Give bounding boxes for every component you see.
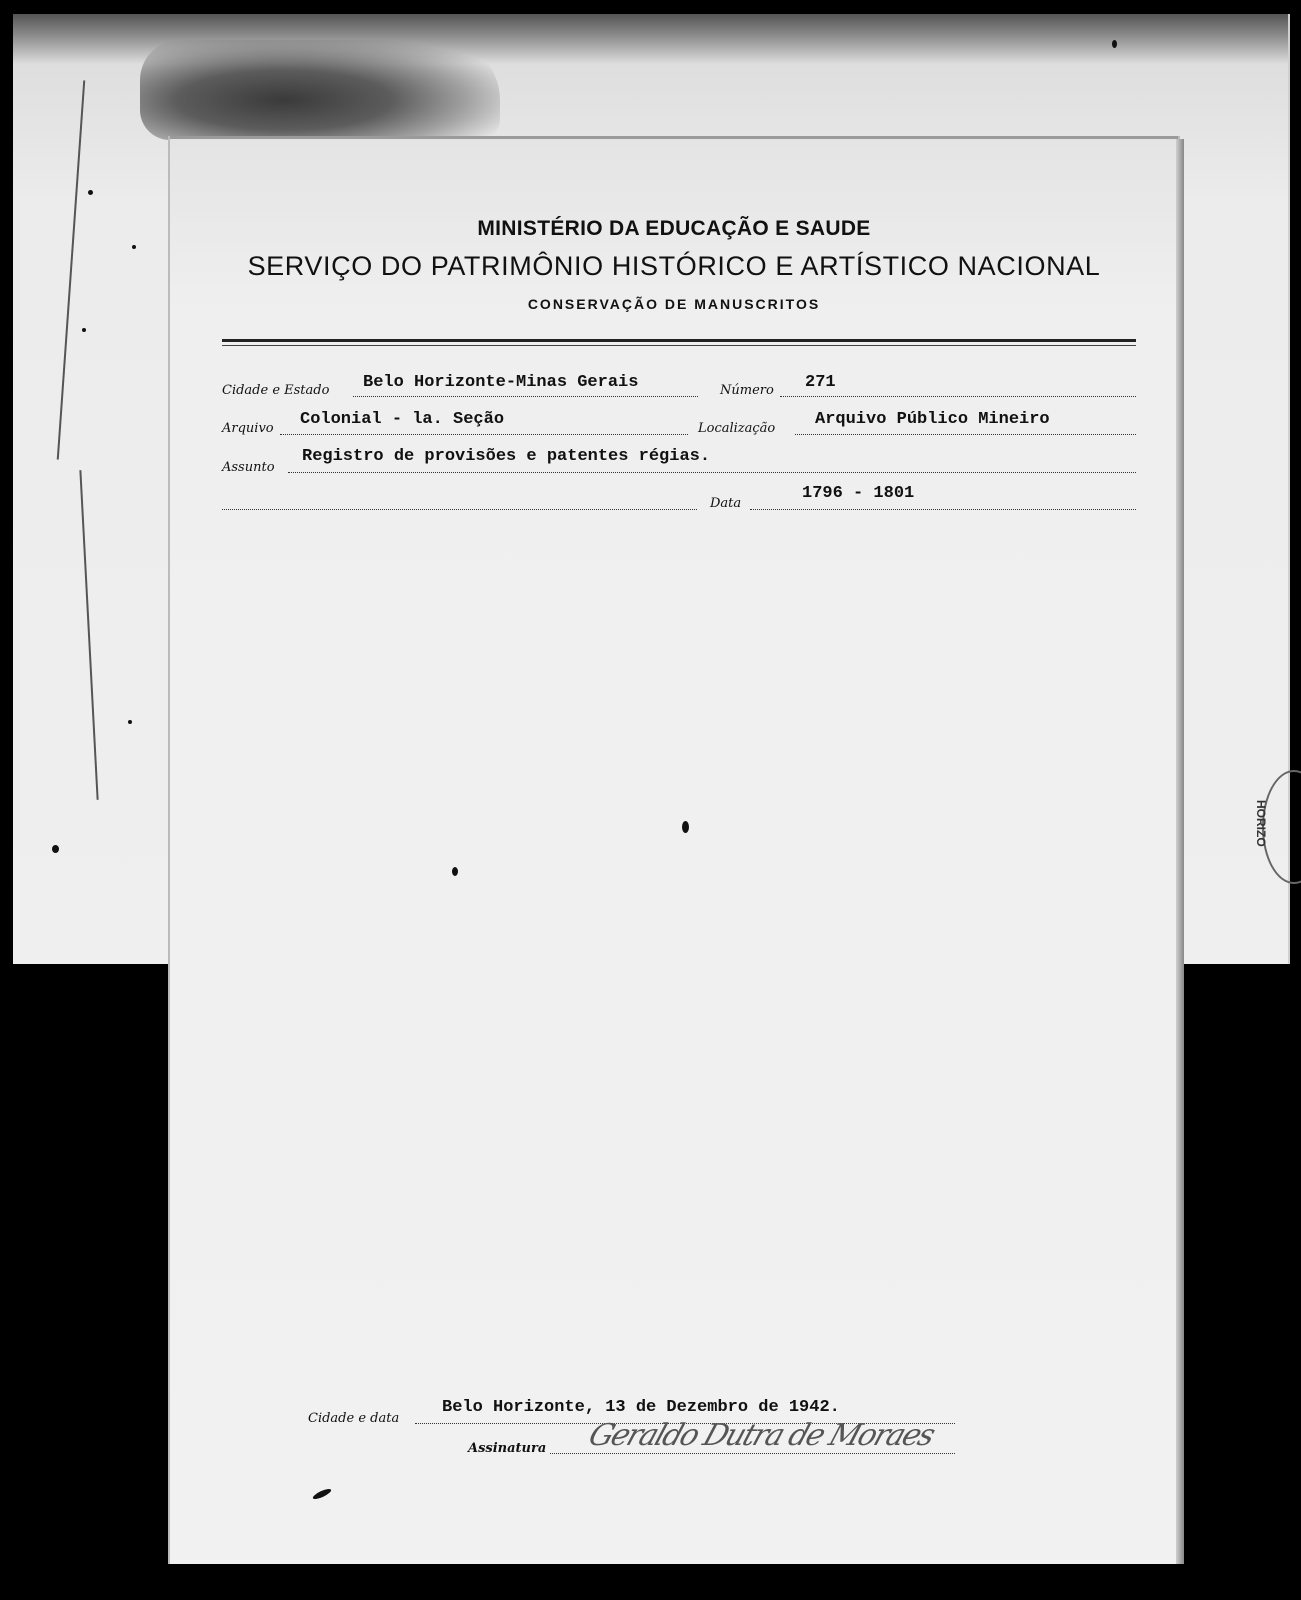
cidade-estado-value: Belo Horizonte-Minas Gerais: [363, 373, 639, 392]
assinatura-label: Assinatura: [468, 1441, 547, 1456]
sheet-edge: [1176, 139, 1184, 1564]
numero-line: [780, 396, 1136, 397]
cidade-data-label: Cidade e data: [308, 1411, 400, 1426]
data-line: [750, 509, 1136, 510]
assunto-label: Assunto: [222, 460, 275, 475]
data-label: Data: [710, 496, 742, 511]
service-title: SERVIÇO DO PATRIMÔNIO HISTÓRICO E ARTÍSTICO NACIONAL: [247, 251, 1101, 281]
background-stain: [140, 40, 500, 140]
ink-speck: [1112, 40, 1117, 48]
localizacao-line: [795, 434, 1136, 435]
ink-speck: [82, 328, 86, 332]
arquivo-label: Arquivo: [222, 421, 274, 436]
ministry-title: MINISTÉRIO DA EDUCAÇÃO E SAUDE: [477, 217, 871, 240]
localizacao-value: Arquivo Público Mineiro: [815, 410, 1050, 429]
cidade-estado-label: Cidade e Estado: [222, 383, 330, 398]
ink-speck: [312, 1487, 333, 1501]
stamp-seal-text: HORIZO: [1254, 800, 1268, 847]
header-rule-thin: [222, 345, 1136, 346]
assinatura-line: [550, 1453, 955, 1454]
assunto-line: [288, 472, 1136, 473]
cidade-data-value: Belo Horizonte, 13 de Dezembro de 1942.: [442, 1398, 840, 1417]
handwritten-signature: Geraldo Dutra de Moraes: [584, 1418, 938, 1453]
ink-speck: [88, 190, 93, 195]
numero-label: Número: [720, 383, 774, 398]
header-rule: [222, 339, 1136, 342]
blank-line: [222, 509, 697, 510]
ink-speck: [452, 867, 458, 876]
arquivo-value: Colonial - la. Seção: [300, 410, 505, 429]
ink-speck: [682, 821, 689, 833]
department-title: CONSERVAÇÃO DE MANUSCRITOS: [527, 296, 821, 312]
data-value: 1796 - 1801: [802, 484, 915, 503]
cidade-estado-line: [353, 396, 698, 397]
assunto-value: Registro de provisões e patentes régias.: [302, 447, 711, 466]
arquivo-line: [280, 434, 688, 435]
ink-speck: [128, 720, 132, 724]
ink-speck: [132, 245, 136, 249]
localizacao-label: Localização: [698, 421, 776, 436]
form-sheet: [170, 136, 1178, 1564]
form-header: [170, 217, 1178, 312]
numero-value: 271: [805, 373, 836, 392]
ink-speck: [52, 845, 59, 853]
